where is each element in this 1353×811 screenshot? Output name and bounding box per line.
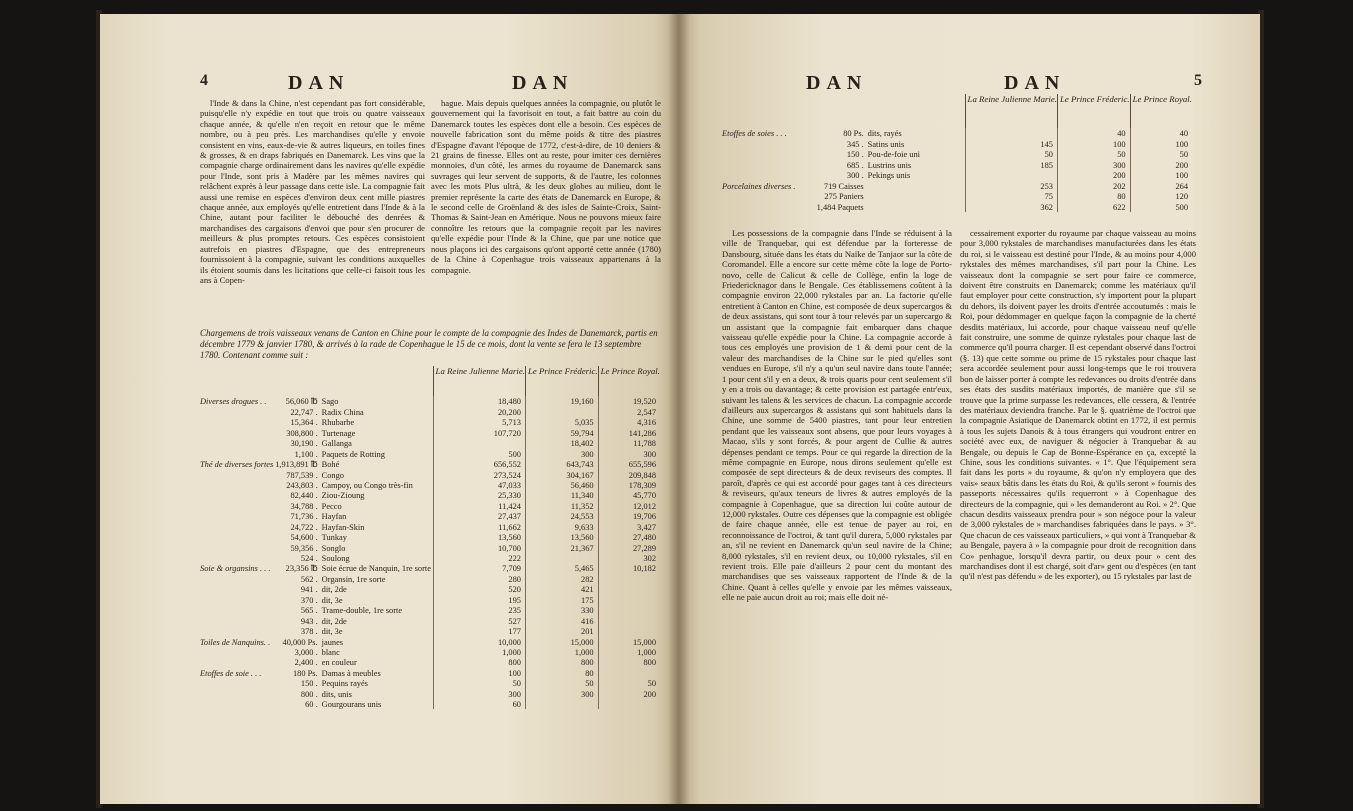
table-row — [200, 427, 660, 437]
left-col-1 — [200, 98, 425, 318]
row-value-royal: 2,547 — [598, 406, 660, 416]
row-value-reine: 222 — [433, 553, 525, 563]
page-number-right: 5 — [1194, 72, 1208, 89]
row-category — [200, 584, 275, 594]
row-category — [200, 427, 275, 437]
row-value-reine: 50 — [965, 149, 1057, 159]
row-value-reine — [433, 438, 525, 448]
header-royal: Le Prince Royal. — [598, 366, 660, 396]
row-item: Soie écrue de Nanquin, 1re sorte — [321, 564, 431, 574]
row-value-frederic: 5,035 — [525, 417, 598, 427]
row-value-royal: 200 — [1130, 159, 1192, 169]
table-row — [200, 417, 660, 427]
running-head-left-1: DAN — [288, 72, 350, 94]
row-value-reine: 656,552 — [433, 459, 525, 469]
row-value-frederic: 50 — [525, 678, 598, 688]
row-item: dit, 3e — [321, 595, 343, 605]
row-quantity: 943 . — [300, 616, 318, 626]
row-quantity: 941 . — [300, 585, 318, 595]
row-item: Ziou-Zioung — [321, 491, 365, 501]
row-value-royal — [598, 667, 660, 677]
row-value-frederic: 19,160 — [525, 396, 598, 406]
row-value-reine: 520 — [433, 584, 525, 594]
row-category — [200, 406, 275, 416]
row-value-frederic: 24,553 — [525, 511, 598, 521]
table-row — [200, 490, 660, 500]
row-value-reine: 177 — [433, 626, 525, 636]
row-quantity: 300 . — [846, 171, 864, 181]
row-item: Damas à meubles — [321, 668, 381, 678]
row-item: dits, rayés — [867, 129, 902, 139]
row-category — [200, 699, 275, 709]
row-category — [200, 417, 275, 427]
row-category — [200, 647, 275, 657]
table-row — [200, 667, 660, 677]
row-quantity: 150 . — [846, 150, 864, 160]
row-quantity: 565 . — [300, 606, 318, 616]
row-quantity: 150 . — [300, 679, 318, 689]
table-row — [200, 573, 660, 583]
row-quantity: 56,060 ℔ — [285, 397, 318, 407]
row-category: Toiles de Nanquins. . — [200, 637, 271, 647]
row-value-reine: 235 — [433, 605, 525, 615]
book-gutter — [668, 14, 690, 804]
row-quantity: 275 Paniers — [824, 192, 864, 202]
row-item: dit, 2de — [321, 585, 347, 595]
row-value-frederic: 300 — [1057, 159, 1130, 169]
row-item: Lustrins unis — [867, 160, 912, 170]
row-quantity: 3,000 . — [294, 647, 318, 657]
row-value-frederic: 416 — [525, 615, 598, 625]
row-value-reine — [965, 128, 1057, 138]
row-category — [200, 448, 275, 458]
row-quantity: 24,722 . — [290, 522, 318, 532]
row-value-royal: 300 — [598, 448, 660, 458]
table-row — [200, 511, 660, 521]
row-item: Soulong — [321, 554, 350, 563]
row-value-reine: 362 — [965, 201, 1057, 211]
row-category — [200, 532, 275, 542]
table-row — [722, 170, 1192, 180]
row-value-frederic: 18,402 — [525, 438, 598, 448]
row-quantity: 30,190 . — [290, 439, 318, 449]
row-category — [200, 605, 275, 615]
row-value-frederic: 175 — [525, 594, 598, 604]
row-quantity: 1,484 Paquets — [816, 202, 864, 212]
table-row — [200, 469, 660, 479]
row-item: Rhubarbe — [321, 418, 355, 428]
row-value-reine: 10,700 — [433, 542, 525, 552]
header-royal-right: Le Prince Royal. — [1130, 94, 1192, 128]
row-value-frederic: 80 — [1057, 191, 1130, 201]
row-value-reine: 500 — [433, 448, 525, 458]
row-value-royal — [598, 699, 660, 709]
row-item: en couleur — [321, 658, 357, 668]
row-value-reine: 5,713 — [433, 417, 525, 427]
row-value-frederic — [525, 553, 598, 563]
table-row — [200, 553, 660, 563]
row-item: Pekings unis — [867, 171, 911, 181]
table-row — [200, 605, 660, 615]
row-value-frederic: 202 — [1057, 180, 1130, 190]
row-item: Pou-de-foie uni — [867, 150, 921, 160]
row-item: dit, 3e — [321, 627, 343, 637]
row-quantity: 370 . — [300, 595, 318, 605]
row-value-reine: 11,662 — [433, 521, 525, 531]
row-value-royal: 50 — [1130, 149, 1192, 159]
row-value-reine: 253 — [965, 180, 1057, 190]
running-head-right-1: DAN — [806, 72, 868, 94]
row-value-royal: 120 — [1130, 191, 1192, 201]
row-value-royal: 50 — [598, 678, 660, 688]
row-quantity: 71,736 . — [290, 512, 318, 522]
row-item: dit, 2de — [321, 616, 347, 626]
row-category — [200, 480, 275, 490]
table-row — [200, 615, 660, 625]
table-row — [200, 636, 660, 646]
row-value-frederic: 40 — [1057, 128, 1130, 138]
row-value-royal: 11,788 — [598, 438, 660, 448]
row-value-frederic: 56,460 — [525, 480, 598, 490]
table-row — [200, 699, 660, 709]
right-col-1 — [722, 228, 952, 800]
row-item: Satins unis — [867, 139, 905, 149]
row-category — [200, 553, 275, 563]
row-quantity: 59,356 . — [290, 543, 318, 553]
row-quantity: 22,747 . — [290, 407, 318, 417]
row-value-royal — [598, 573, 660, 583]
row-category — [722, 159, 815, 169]
table-row — [200, 406, 660, 416]
row-value-frederic: 9,633 — [525, 521, 598, 531]
table-row — [200, 532, 660, 542]
row-quantity: 82,440 . — [290, 491, 318, 501]
row-value-reine: 527 — [433, 615, 525, 625]
row-value-royal: 27,289 — [598, 542, 660, 552]
row-value-royal: 264 — [1130, 180, 1192, 190]
row-category — [722, 138, 815, 148]
row-value-royal: 302 — [598, 553, 660, 563]
row-quantity: 2,400 . — [294, 658, 318, 668]
row-value-reine: 280 — [433, 573, 525, 583]
row-value-frederic: 622 — [1057, 201, 1130, 211]
row-quantity: 54,600 . — [290, 533, 318, 543]
row-value-frederic: 5,465 — [525, 563, 598, 573]
row-value-frederic: 11,352 — [525, 500, 598, 510]
row-value-reine — [965, 170, 1057, 180]
table-row — [200, 438, 660, 448]
left-col-1-text: l'Inde & dans la Chine, n'est cependant pas fort considérable, puisqu'elle n'y expédie en tout que trois ou quatre vaisseaux chaque année, & qu'elle n'en reçoit en retour que le même nombre, ou à peu près. Les marchandises qu'elle y envoie consistent en vins, eaux-de-vie & autres liqueurs, en toiles fines & grosses, & en draps fabriqués en Danemarck. Les vins que la compagnie charge ordinairement dans les navires qu'elle expédie pour l'Inde, sont pris à Madère par les mêmes navires qui relâchent exprès à leur passage dans cette isle. La compagnie fait aussi une remise en espèces d'environ deux cent mille piastres chaque année, aux employés qu'elle entretient dans l'Inde & à la Chine, autant pour faciliter le débouché des denrées & marchandises des cargaisons d'envoi que pour s'en procurer de meilleurs & plus promptes retours. Ces espèces consistoient autrefois en piastres d'Espagne, que des entrepreneurs fournissoient à la compagnie, suivant les conditions auxquelles ils étoient soumis dans les licitations que celle-ci faisoit tous les ans à Copen- — [200, 98, 425, 285]
row-category — [200, 469, 275, 479]
row-item: Gallanga — [321, 439, 352, 449]
row-value-royal — [598, 626, 660, 636]
table-row — [200, 459, 660, 469]
row-quantity: 1,913,891 ℔ — [275, 460, 318, 470]
running-head-left-2: DAN — [512, 72, 574, 94]
row-category — [200, 521, 275, 531]
row-value-frederic: 300 — [525, 688, 598, 698]
row-value-frederic: 201 — [525, 626, 598, 636]
table-row — [722, 191, 1192, 201]
row-quantity: 378 . — [300, 627, 318, 637]
row-category: Etoffes de soie . . . — [200, 668, 262, 678]
table-row — [200, 594, 660, 604]
table-row — [200, 448, 660, 458]
left-page — [100, 14, 678, 804]
row-value-reine: 20,200 — [433, 406, 525, 416]
row-value-reine: 145 — [965, 138, 1057, 148]
table-row — [722, 201, 1192, 211]
row-value-reine: 300 — [433, 688, 525, 698]
row-item: jaunes — [321, 637, 344, 647]
row-quantity: 15,364 . — [290, 418, 318, 428]
row-item: Pecco — [321, 501, 342, 511]
row-category — [722, 149, 815, 159]
row-quantity: 80 Ps. — [843, 129, 864, 139]
cargo-table-left — [200, 366, 660, 709]
table-row — [722, 128, 1192, 138]
row-quantity: 345 . — [846, 139, 864, 149]
right-col-2-text: cessairement exporter du royaume par chaque vaisseau au moins pour 3,000 rykstales de marchandises manufacturées dans les états du roi, si le vaisseau est destiné pour l'Inde, & au moins pour 4,000 rykstales des mêmes marchandises, s'il part pour la Chine. Les vaisseaux dont la compagnie se sert pour faire ce commerce, doivent être construits en Danemarck; comme les matériaux qu'il faut employer pour cette construction, s'y importent pour la plupart du dehors, ils doivent payer les droits d'entrée accoutumés : mais le Roi, pour dédommager en quelque façon la compagnie de la cherté desdits matériaux, lui accorde, pour chaque vaisseau neuf qu'elle fait construire, une somme de quinze rykstales pour chaque last de commerce qu'il pourra charger. Il est cependant observé dans l'octroi (§. 13) que cette somme ou prime de 15 rykstales pour chaque last sera accordée seulement pour aussi long-temps que le roi trouvera bon de laisser porter à compte les redevances ou droits d'entrée dans ses états des susdits matériaux importés, de manière que s'il se trouve que la prime surpasse les redevances, elle cessera, & l'entrée des matériaux deviendra franche. Par le §. quatrième de l'octroi que la compagnie Asiatique de Danemarck obtint en 1772, il est permis à tous les sujets Danois & à tous étrangers qui voudront entrer en société avec eux, de naviguer & négocier à Tranquebar & au Bengale, ou depuis le Cap de Bonne-Espérance en ça, excepté la Chine, sous les conditions suivantes. « 1°. Que l'équipement sera fait dans les ports » du royaume, & qu'on n'y employera que des vais» seaux bâtis dans les états du Roi, & qu'ils seront » fournis des passeports nécessaires qu'ils requerront » à Copenhague des directeurs de la compagnie, qui » les demanderont au Roi. » 2°. Que chacun desdits vaisseaux prendra pour » son négoce pour la valeur de 3,000 rykstales de » marchandises fabriquées dans le pays. » 3°. Que chacun de ces vaisseaux particuliers, » qui vont à Tranquebar & au Bengale, payera à » la compagnie pour droit de recognition dans Co» penhague, lorsqu'il devra partir, ou deux pour » cent des marchandises dont il est chargé, soit d'ar» gent ou d'espèces (en tant qu'il n'est pas défendu » de les exporter), ou 15 rykstales par last de — [960, 228, 1196, 582]
row-category — [200, 438, 275, 448]
table-row — [200, 542, 660, 552]
row-value-frederic: 15,000 — [525, 636, 598, 646]
row-category — [200, 490, 275, 500]
row-value-frederic: 59,794 — [525, 427, 598, 437]
row-category — [200, 594, 275, 604]
row-quantity: 60 . — [305, 700, 318, 710]
row-item: Paquets de Rotting — [321, 449, 385, 459]
row-value-royal: 19,520 — [598, 396, 660, 406]
cargo-caption: Chargemens de trois vaisseaux venans de Canton en Chine pour le compte de la compagnie des Indes de Danemarck, partis en décembre 1779 & janvier 1780, & arrivés à la rade de Copenhague le 15 de ce mois, dont la vente se fera le 13 septembre 1780. Contenant comme suit : — [200, 328, 658, 360]
row-value-royal: 27,480 — [598, 532, 660, 542]
row-value-reine: 1,000 — [433, 647, 525, 657]
running-head-right-2: DAN — [1004, 72, 1066, 94]
row-category — [200, 657, 275, 667]
row-value-reine: 11,424 — [433, 500, 525, 510]
row-value-royal: 141,286 — [598, 427, 660, 437]
row-quantity: 180 Ps. — [292, 668, 318, 678]
row-quantity: 23,356 ℔ — [285, 564, 318, 574]
row-category: Diverses drogues . . — [200, 397, 267, 407]
row-value-royal: 100 — [1130, 138, 1192, 148]
row-value-frederic: 50 — [1057, 149, 1130, 159]
row-item: Radix China — [321, 407, 364, 417]
row-category: Thé de diverses fortes — [200, 460, 274, 470]
table-row — [200, 657, 660, 667]
row-category: Soie & organsins . . . — [200, 564, 271, 574]
row-value-royal: 100 — [1130, 170, 1192, 180]
row-item — [868, 180, 965, 190]
table-row — [200, 626, 660, 636]
table-row — [722, 159, 1192, 169]
row-value-royal: 15,000 — [598, 636, 660, 646]
table-row — [200, 563, 660, 573]
row-quantity: 308,800 . — [286, 428, 318, 438]
page-number-left: 4 — [200, 72, 214, 89]
row-item: Tunkay — [321, 533, 347, 543]
row-value-reine: 273,524 — [433, 469, 525, 479]
table-row — [722, 180, 1192, 190]
row-item: Bohé — [321, 460, 340, 470]
row-category — [200, 678, 275, 688]
row-value-reine: 185 — [965, 159, 1057, 169]
row-category — [200, 542, 275, 552]
header-reine: La Reine Julienne Marie. — [433, 366, 525, 396]
row-value-royal: 200 — [598, 688, 660, 698]
row-value-royal: 500 — [1130, 201, 1192, 211]
row-value-royal: 209,848 — [598, 469, 660, 479]
row-value-frederic: 421 — [525, 584, 598, 594]
row-category — [200, 573, 275, 583]
row-quantity: 787,539 . — [286, 470, 318, 480]
row-value-frederic: 200 — [1057, 170, 1130, 180]
row-value-frederic: 300 — [525, 448, 598, 458]
header-frederic-right: Le Prince Fréderic. — [1057, 94, 1130, 128]
right-col-1-text: Les possessions de la compagnie dans l'Inde se réduisent à la ville de Tranquebar, qui est défendue par la forteresse de Dansbourg, située dans les états du Naïke de Tanjaor sur la côte de Coromandel. Elle a encore sur cette même côte la loge de Porto-novo, celle de Calicut & celle de Collège, enfin la loge de Friedericknagor dans le Bengale. Ces établissemens coûtent à la compagnie environ 22,000 rykstales par an. La factorie qu'elle entretient à Canton en Chine, est composée de deux supercargos & de deux assistans, qui sont tour à tour relevés par un supercargo & un assistant que la compagnie fait embarquer dans chaque vaisseau qu'elle expédie pour la Chine. La compagnie accorde à tous ces employés une provision de 1 & demi pour cent de la valeur des marchandises de la Chine sur le pied qu'elles sont vendues en Europe, s'il n'y a qu'un seul navire dans toute l'année; 1 pour cent s'il y en a deux, & trois quarts pour cent seulement s'il y en a trois ou davantage; & cette provision est partagée entr'eux, suivant les talens & les services de chacun. La compagnie accorde d'ailleurs aux supercargos & assistans qui sont habituels dans la Chine, une somme de 5400 piastres, tant pour leur entretien pendant que les vaisseaux sont absens, que pour leurs voyages à Macao, s'ils y sont forcés, & pour argent de Cullie & autres dépenses pendant ce temps. Pour ce qui regarde la direction de la même compagnie en Europe, nous dirons seulement qu'elle est composée de sept directeurs & de deux reviseurs des comptes. Il paroît, d'après ce qui est accordé pour gages tant à ces directeurs & reviseurs, qu'aux teneurs de livres & autres employés de la compagnie à Copenhague, que sa direction lui coûte autour de 12,000 rykstales. Outre ces dépenses que la compagnie est obligée de faire chaque année, elle est tenue de payer au roi, en reconnoissance de l'octroi, & tant qu'il durera, 5,000 rykstales par an, s'il ne revient en Danemarck qu'un seul navire de la Chine; 8,000 rykstales, s'il en revient deux, ou 10,000 rykstales, s'il en revient trois. Elle paie d'ailleurs 2 pour cent du montant des marchandises que ses vaisseaux rapportent de l'Inde & de la Chine. Quant à celles qu'elle y envoie par les mêmes vaisseaux, elle ne paie aucun droit au roi; mais elle doit né- — [722, 228, 952, 603]
row-value-frederic: 330 — [525, 605, 598, 615]
row-value-reine: 100 — [433, 667, 525, 677]
row-category — [722, 191, 815, 201]
row-quantity: 1,100 . — [294, 449, 318, 459]
row-quantity: 800 . — [300, 689, 318, 699]
row-value-reine: 7,709 — [433, 563, 525, 573]
row-category: Etoffes de soies . . . — [722, 129, 787, 139]
row-value-frederic: 21,367 — [525, 542, 598, 552]
row-value-frederic: 304,167 — [525, 469, 598, 479]
row-item: Songlo — [321, 543, 346, 553]
row-category — [200, 500, 275, 510]
row-item: blanc — [321, 647, 340, 657]
row-value-reine: 195 — [433, 594, 525, 604]
row-quantity: 524 . — [300, 554, 318, 563]
row-category — [200, 626, 275, 636]
row-item: Congo — [321, 470, 344, 480]
row-value-royal: 655,596 — [598, 459, 660, 469]
row-quantity: 34,788 . — [290, 501, 318, 511]
row-value-royal: 178,309 — [598, 480, 660, 490]
table-row — [200, 521, 660, 531]
row-category — [722, 201, 815, 211]
row-item — [868, 191, 965, 201]
table-row — [200, 396, 660, 406]
row-value-royal — [598, 584, 660, 594]
row-value-reine: 27,437 — [433, 511, 525, 521]
left-col-2-text: hague. Mais depuis quelques années la compagnie, ou plutôt le gouvernement qui la favorisoit en tout, a fait battre au coin du Danemarck toutes les espèces dont elle a besoin. Ces espèces de nouvelle fabrication sont du même poids & titre des piastres d'Espagne d'avant l'époque de 1772, c'est-à-dire, de 10 deniers & 21 grains de finesse. Elles ont au reste, pour imiter ces dernières monnoies, d'un côté, les armes du royaume de Danemarck sans suvrages qui leur servent de supports, & de l'autre, les colonnes avec les mots Plus ultrà, & les deux globes au milieu, dont le premier représente la carte des états de Danemarck en Europe, & le second celle de Groënland & des isles de Sainte-Croix, Saint-Thomas & Saint-Jean en Amérique. Nous ne pouvons mieux faire connoître les retours que la compagnie reçoit par les navires qu'elle expédie pour l'Inde & la Chine, que par une notice que nous plaçons ici des cargaisons qu'ont apporté cette année (1780) de la Chine à Copenhague trois vaisseaux appartenans à la compagnie. — [431, 98, 661, 275]
row-item: Campoy, ou Congo très-fin — [321, 480, 413, 490]
row-value-frederic: 282 — [525, 573, 598, 583]
row-item: Pequins rayés — [321, 679, 368, 689]
row-value-royal: 40 — [1130, 128, 1192, 138]
right-col-2 — [960, 228, 1196, 800]
row-category — [200, 615, 275, 625]
row-item: dits, unis — [321, 689, 352, 699]
row-value-reine: 25,330 — [433, 490, 525, 500]
row-quantity: 40,000 Ps. — [282, 637, 318, 647]
row-value-royal — [598, 615, 660, 625]
row-value-frederic: 13,560 — [525, 532, 598, 542]
row-item: Hayfan — [321, 512, 347, 522]
table-row — [722, 149, 1192, 159]
left-col-2 — [431, 98, 661, 318]
row-category: Porcelaines diverses . — [722, 181, 796, 191]
row-value-frederic: 643,743 — [525, 459, 598, 469]
row-item — [868, 201, 965, 211]
row-value-royal: 12,012 — [598, 500, 660, 510]
row-quantity: 243,803 . — [286, 480, 318, 490]
row-item: Turtenage — [321, 428, 356, 438]
row-value-royal: 10,182 — [598, 563, 660, 573]
row-value-frederic: 100 — [1057, 138, 1130, 148]
row-value-reine: 800 — [433, 657, 525, 667]
header-frederic: Le Prince Fréderic. — [525, 366, 598, 396]
table-row — [200, 647, 660, 657]
row-value-reine: 107,720 — [433, 427, 525, 437]
row-value-royal — [598, 605, 660, 615]
row-value-royal — [598, 594, 660, 604]
row-value-royal: 3,427 — [598, 521, 660, 531]
row-value-frederic — [525, 406, 598, 416]
row-item: Hayfan-Skin — [321, 522, 365, 532]
row-value-reine: 18,480 — [433, 396, 525, 406]
row-category — [200, 688, 275, 698]
row-item: Trame-double, 1re sorte — [321, 606, 403, 616]
table-row — [722, 138, 1192, 148]
row-value-frederic: 800 — [525, 657, 598, 667]
row-item: Organsin, 1re sorte — [321, 574, 386, 584]
row-quantity: 719 Caisses — [823, 181, 864, 191]
row-value-royal: 800 — [598, 657, 660, 667]
row-category — [200, 511, 275, 521]
row-value-frederic: 80 — [525, 667, 598, 677]
cargo-table-right — [722, 94, 1192, 212]
row-category — [722, 170, 815, 180]
table-row — [200, 480, 660, 490]
row-quantity: 562 . — [300, 574, 318, 584]
header-reine-right: La Reine Julienne Marie. — [965, 94, 1057, 128]
table-row — [200, 678, 660, 688]
row-quantity: 685 . — [846, 160, 864, 170]
row-value-royal: 4,316 — [598, 417, 660, 427]
row-value-royal: 1,000 — [598, 647, 660, 657]
row-value-reine: 10,000 — [433, 636, 525, 646]
table-row — [200, 584, 660, 594]
row-item: Gourgourans unis — [321, 700, 382, 710]
row-value-royal: 45,770 — [598, 490, 660, 500]
row-value-royal: 19,706 — [598, 511, 660, 521]
row-item: Sago — [321, 397, 339, 407]
row-value-frederic: 1,000 — [525, 647, 598, 657]
table-row — [200, 688, 660, 698]
row-value-reine: 13,560 — [433, 532, 525, 542]
row-value-frederic: 11,340 — [525, 490, 598, 500]
row-value-frederic — [525, 699, 598, 709]
row-value-reine: 47,033 — [433, 480, 525, 490]
row-value-reine: 60 — [433, 699, 525, 709]
right-page — [678, 14, 1260, 804]
row-value-reine: 75 — [965, 191, 1057, 201]
row-value-reine: 50 — [433, 678, 525, 688]
table-row — [200, 500, 660, 510]
